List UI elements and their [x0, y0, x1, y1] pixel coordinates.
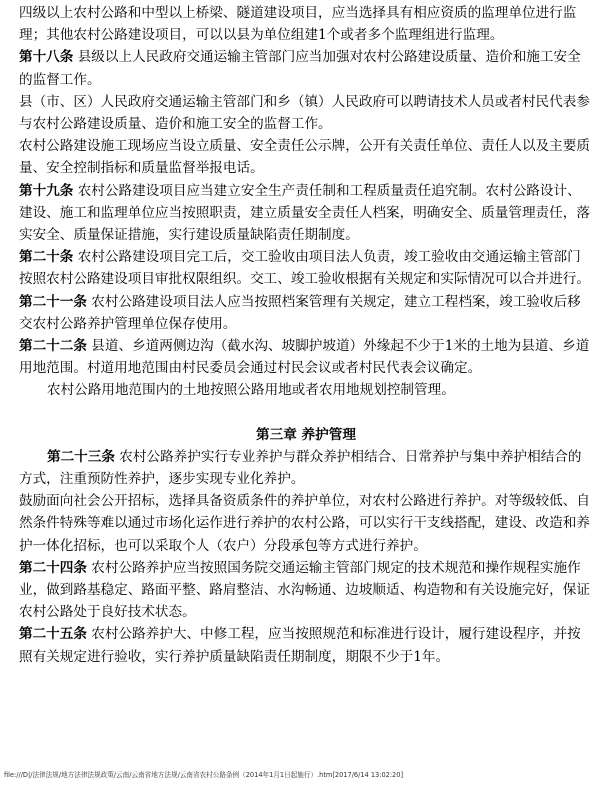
article-text: 农村公路养护大、中修工程，应当按照规范和标准进行设计，履行建设程序，并按照有关规定进行验收，实行养护质量缺陷责任期制度，期限不少于1年。	[19, 626, 581, 665]
article-label: 第二十四条	[19, 559, 87, 576]
article-22	[19, 335, 593, 379]
article-text: 农村公路建设项目完工后，交工验收由项目法人负责，竣工验收由交通运输主管部门按照农村公路建设项目审批权限组织。交工、竣工验收根据有关规定和实际情况可以合并进行。	[19, 249, 590, 288]
file-path-footer: file:///D|/法律法规/地方法律法规政策/云南/云南省地方法规/云南省农村公路条例（2014年1月1日起施行）.htm[2017/6/14 13:02:20]	[4, 771, 404, 779]
article-23	[19, 446, 593, 490]
article-text: 县道、乡道两侧边沟（截水沟、坡脚护坡道）外缘起不少于1米的土地为县道、乡道用地范围。村道用地范围由村民委员会通过村民会议或者村民代表会议确定。	[19, 338, 590, 377]
paragraph-supervision: 四级以上农村公路和中型以上桥梁、隧道建设项目，应当选择具有相应资质的监理单位进行监理；其他农村公路建设项目，可以以县为单位组建1个或者多个监理组进行监理。	[19, 5, 577, 44]
article-19	[19, 180, 593, 247]
article-18-para-2: 县（市、区）人民政府交通运输主管部门和乡（镇）人民政府可以聘请技术人员或者村民代表参与农村公路建设质量、造价和施工安全的监督工作。	[19, 93, 590, 133]
article-25	[19, 623, 593, 667]
article-label: 第十八条	[19, 49, 74, 66]
spacer	[19, 402, 593, 424]
article-text: 农村公路养护实行专业养护与群众养护相结合、日常养护与集中养护相结合的方式，注重预防性养护，逐步实现专业化养护。	[19, 448, 582, 488]
article-18-para-3: 农村公路建设施工现场应当设立质量、安全责任公示牌，公开有关责任单位、责任人以及主要质量、安全控制指标和质量监督举报电话。	[19, 138, 590, 177]
article-label: 第二十一条	[19, 293, 87, 310]
article-text: 农村公路养护应当按照国务院交通运输主管部门规定的技术规范和操作规程实施作业，做到路基稳定、路面平整、路肩整洁、水沟畅通、边坡顺适、构造物和有关设施完好，保证农村公路处于良好技术状态。	[19, 559, 590, 621]
article-text: 农村公路建设项目法人应当按照档案管理有关规定，建立工程档案，竣工验收后移交农村公路养护管理单位保存使用。	[19, 293, 581, 332]
article-text: 县级以上人民政府交通运输主管部门应当加强对农村公路建设质量、造价和施工安全的监督工作。	[19, 49, 581, 88]
article-text: 农村公路建设项目应当建立安全生产责任制和工程质量责任追究制。农村公路设计、建设、施工和监理单位应当按照职责，建立质量安全责任人档案，明确安全、质量管理责任，落实安全、质量保证措施，实行建设质量缺陷责任期制度。	[19, 182, 590, 244]
document-body	[19, 2, 593, 668]
article-label: 第二十三条	[47, 448, 115, 465]
article-22-para-2: 农村公路用地范围内的土地按照公路用地或者农用地规划控制管理。	[47, 382, 455, 399]
article-21	[19, 291, 593, 335]
article-24	[19, 557, 593, 624]
article-label: 第十九条	[19, 182, 74, 199]
article-label: 第二十二条	[19, 338, 87, 355]
article-label: 第二十条	[19, 249, 74, 266]
chapter-heading: 第三章 养护管理	[256, 426, 356, 443]
article-18	[19, 46, 593, 90]
article-23-para-2: 鼓励面向社会公开招标，选择具备资质条件的养护单位，对农村公路进行养护。对等级较低、自然条件特殊等难以通过市场化运作进行养护的农村公路，可以实行干支线搭配，建设、改造和养护一体化招标，也可以采取个人（农户）分段承包等方式进行养护。	[19, 493, 590, 554]
article-20	[19, 246, 593, 290]
article-label: 第二十五条	[19, 626, 87, 643]
